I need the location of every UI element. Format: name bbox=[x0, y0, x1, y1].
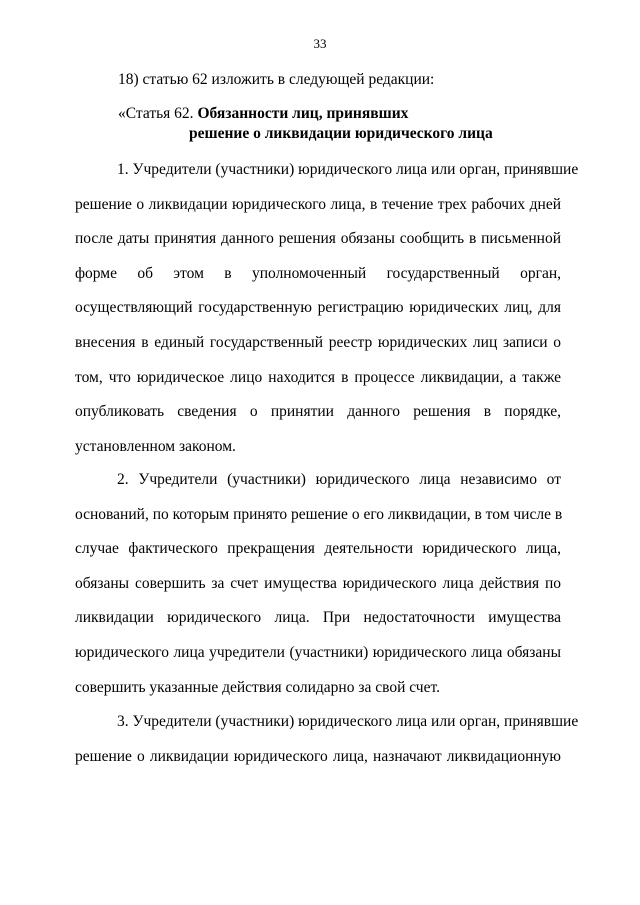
paragraph-1 bbox=[75, 153, 579, 464]
paragraph-line: 2. Учредители (участники) юридического лица независимо от bbox=[117, 471, 561, 488]
paragraph-line: 1. Учредители (участники) юридического лица или орган, принявшие bbox=[117, 161, 579, 178]
paragraph-3 bbox=[75, 705, 579, 774]
paragraph-line: том, что юридическое лицо находится в процессе ликвидации, а также bbox=[75, 368, 561, 386]
paragraph-line: ликвидации юридического лица. При недостаточности имущества bbox=[75, 609, 561, 627]
page-number: 33 bbox=[313, 36, 327, 51]
paragraph-line: обязаны совершить за счет имущества юридического лица действия по bbox=[75, 574, 561, 592]
paragraph-line: установленном законом. bbox=[75, 437, 236, 455]
paragraph-line: решение о ликвидации юридического лица, в течение трех рабочих дней bbox=[75, 195, 561, 213]
paragraph-line: юридического лица учредители (участники) юридического лица обязаны bbox=[75, 643, 561, 661]
paragraph-line: случае фактического прекращения деятельности юридического лица, bbox=[75, 540, 561, 558]
paragraph-line: оснований, по которым принято решение о его ликвидации, в том числе в bbox=[75, 505, 563, 523]
paragraph-line: совершить указанные действия солидарно за свой счет. bbox=[75, 678, 440, 696]
paragraph-line: внесения в единый государственный реестр юридических лиц записи о bbox=[75, 333, 561, 351]
article-heading bbox=[118, 104, 493, 142]
amendment-intro: 18) статью 62 изложить в следующей редакции: bbox=[118, 71, 435, 88]
paragraph-2 bbox=[75, 463, 561, 705]
paragraph-line: после даты принятия данного решения обязаны сообщить в письменной bbox=[75, 230, 561, 248]
paragraph-line: опубликовать сведения о принятии данного решения в порядке, bbox=[75, 403, 561, 421]
paragraph-line: решение о ликвидации юридического лица, назначают ликвидационную bbox=[75, 747, 561, 765]
paragraph-line: 3. Учредители (участники) юридического лица или орган, принявшие bbox=[117, 713, 579, 730]
paragraph-line: форме об этом в уполномоченный государственный орган, bbox=[75, 264, 561, 282]
article-title-line1: Обязанности лиц, принявших bbox=[197, 105, 409, 122]
article-prefix: «Статья 62. bbox=[118, 105, 198, 122]
article-title-line2: решение о ликвидации юридического лица bbox=[189, 125, 493, 142]
paragraph-line: осуществляющий государственную регистрацию юридических лиц, для bbox=[75, 299, 561, 317]
